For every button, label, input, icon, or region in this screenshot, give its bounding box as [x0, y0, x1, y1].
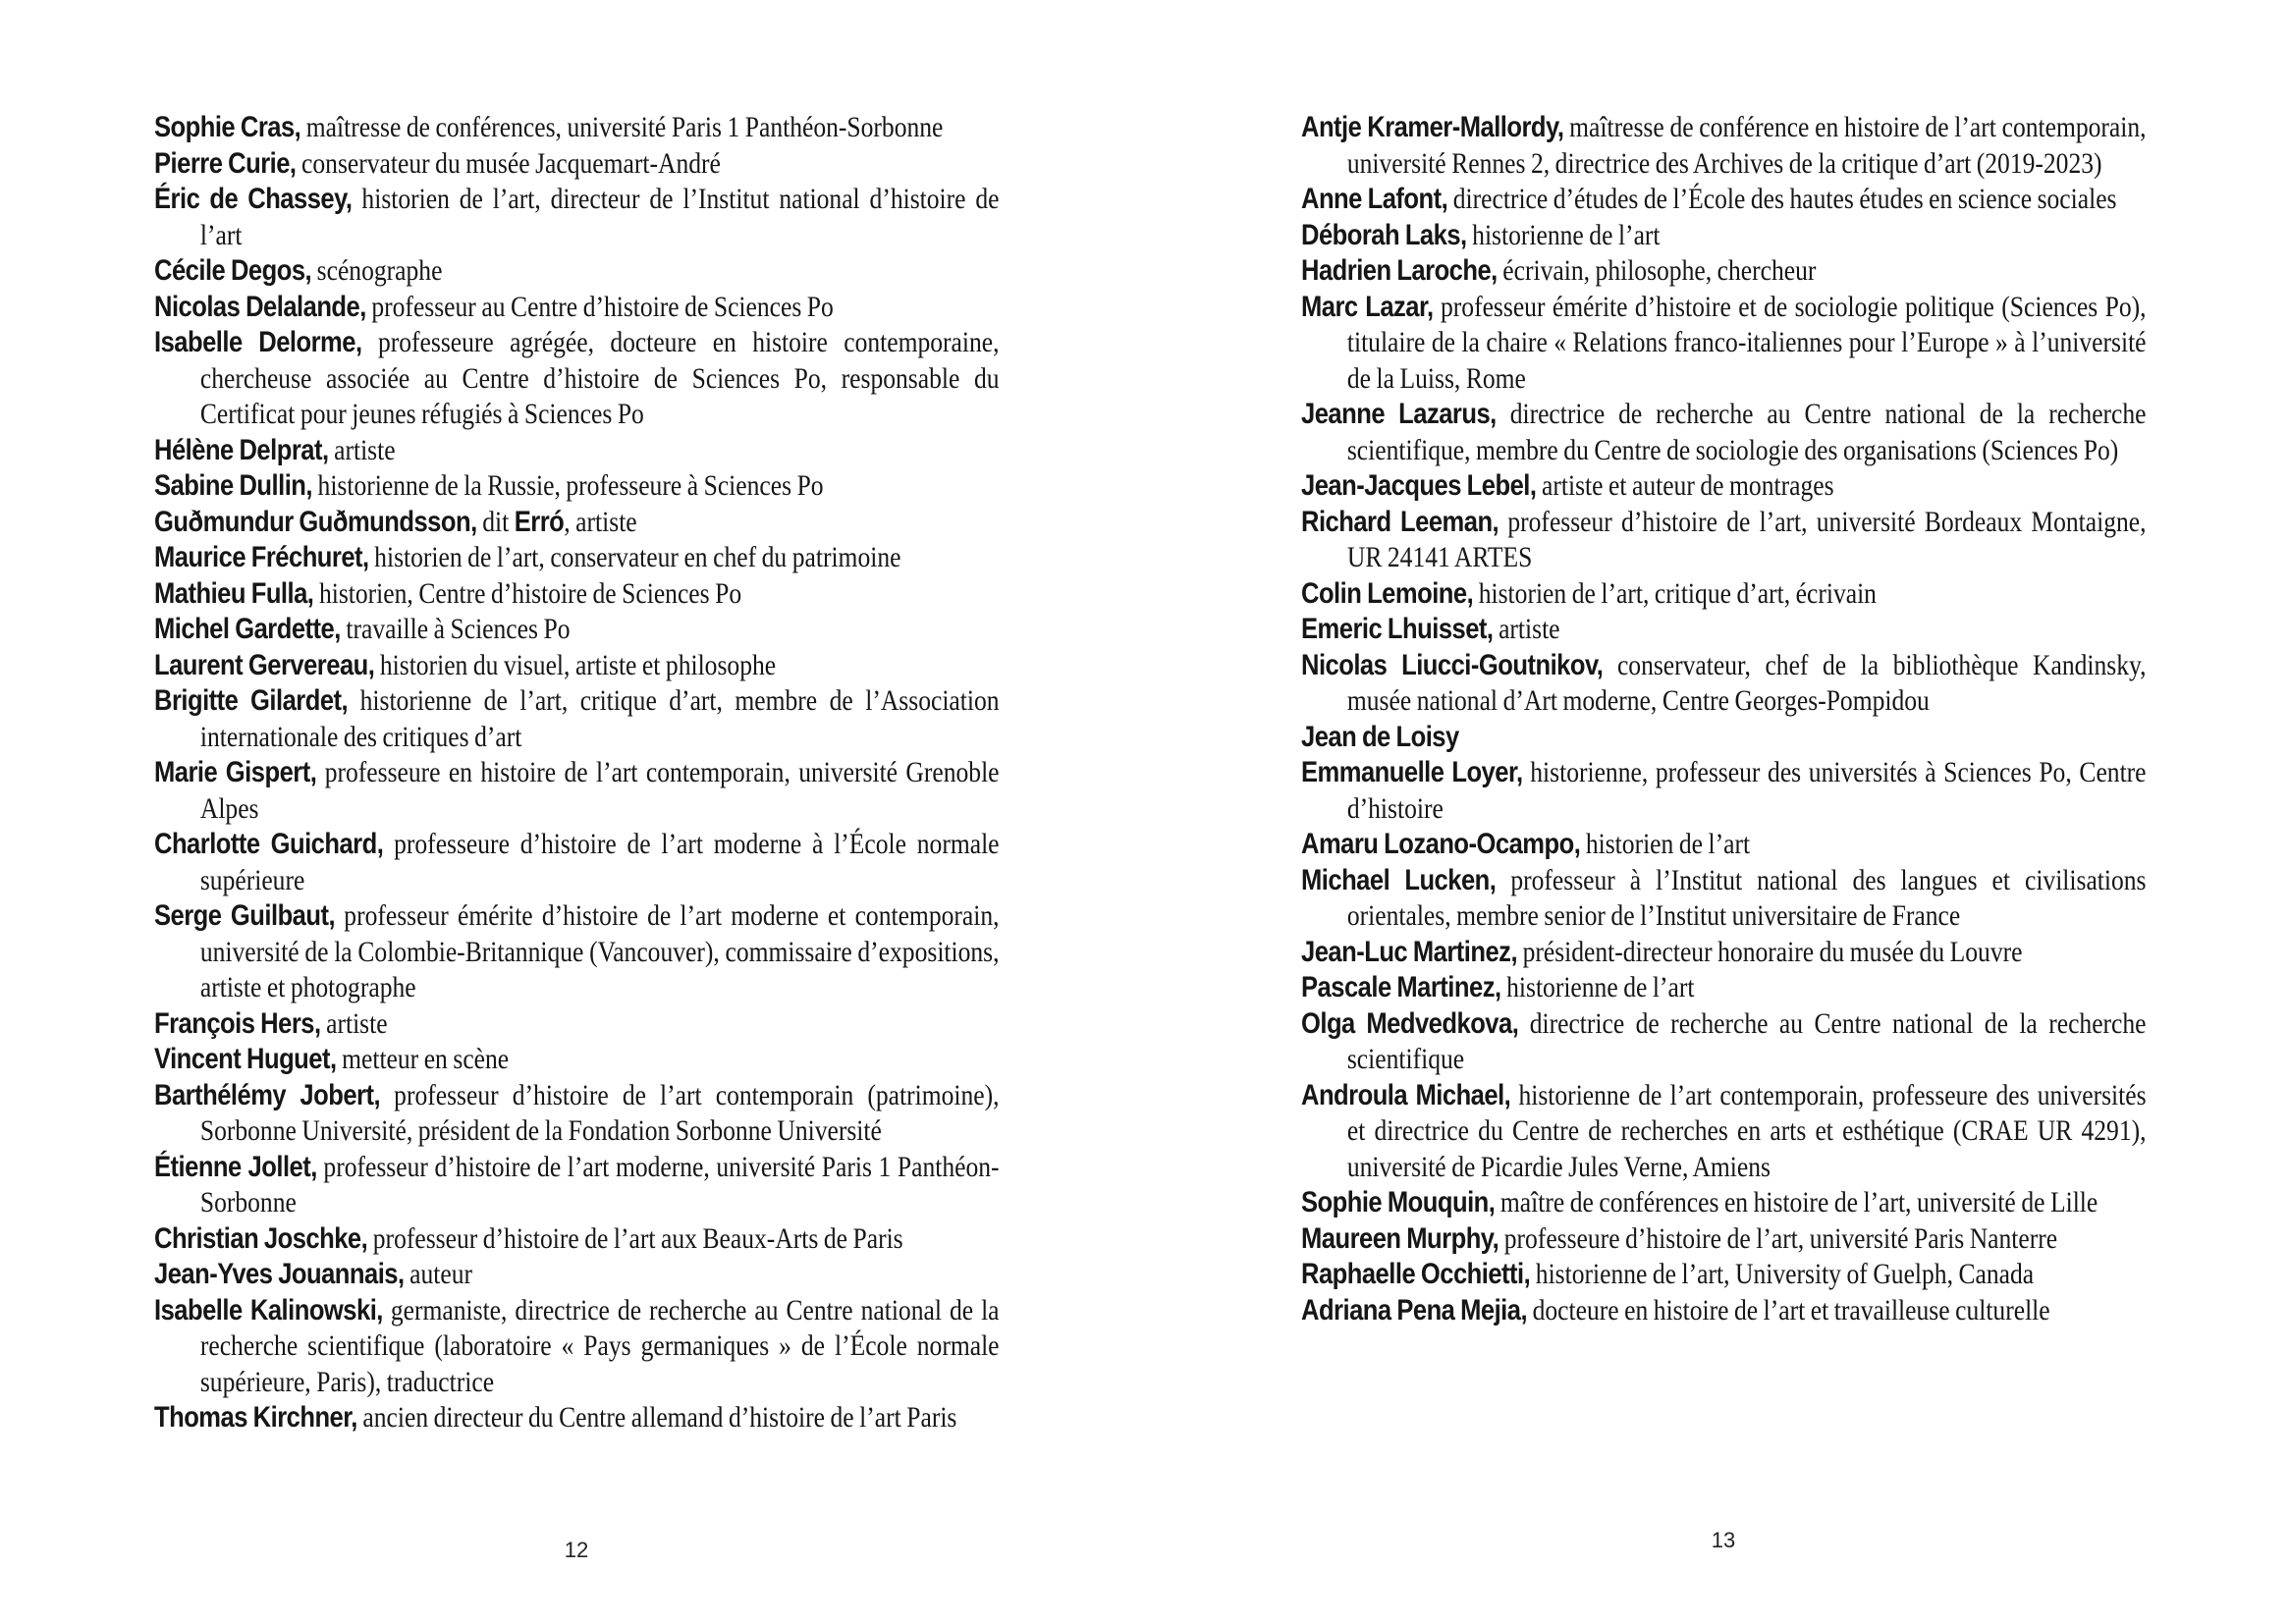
- contributor-entry: [154, 540, 1000, 576]
- contributor-entry: [154, 253, 1000, 290]
- contributor-description: historien de l’art, critique d’art, écrivain: [1473, 576, 1877, 610]
- contributor-entry: [154, 1293, 1000, 1401]
- contributor-description: historien de l’art: [1580, 828, 1751, 860]
- contributor-name: Pierre Curie,: [154, 146, 297, 180]
- contributor-description: artiste: [1493, 613, 1560, 645]
- contributor-name: Sophie Mouquin,: [1301, 1186, 1496, 1218]
- contributor-name: Isabelle Kalinowski,: [154, 1293, 383, 1326]
- contributor-entry: [154, 576, 1000, 613]
- contributor-name: Emeric Lhuisset,: [1301, 613, 1494, 645]
- contributor-description: historienne de l’art: [1466, 218, 1661, 251]
- contributor-name: Nicolas Delalande,: [154, 290, 366, 323]
- contributor-description: historienne de la Russie, professeure à Sciences Po: [312, 469, 824, 502]
- contributor-description: historien du visuel, artiste et philosophe: [374, 648, 777, 681]
- contributor-entry: [1301, 863, 2147, 935]
- contributor-entry: [154, 1400, 1000, 1436]
- contributor-entry: [154, 612, 1000, 648]
- contributor-description: artiste: [328, 433, 396, 466]
- contributor-entry: [1301, 468, 2147, 505]
- contributor-description: écrivain, philosophe, chercheur: [1497, 254, 1817, 287]
- contributor-name: Sabine Dullin,: [154, 469, 313, 502]
- contributor-name: Erró: [514, 505, 565, 538]
- contributor-name: François Hers,: [154, 1006, 321, 1040]
- contributor-description: auteur: [404, 1258, 473, 1290]
- contributor-name: Déborah Laks,: [1301, 218, 1467, 251]
- contributor-name: Christian Joschke,: [154, 1221, 368, 1255]
- contributor-entry: [154, 1257, 1000, 1293]
- contributor-name: Emmanuelle Loyer,: [1301, 756, 1523, 788]
- contributor-description: , artiste: [564, 505, 637, 538]
- contributor-entry: [154, 182, 1000, 253]
- contributor-description: historienne, professeur des universités à Sciences Po, Centre d’histoire: [1346, 756, 2147, 825]
- contributor-name: Jean-Luc Martinez,: [1301, 935, 1518, 968]
- contributor-description: germaniste, directrice de recherche au Centre national de la recherche scientifique (laboratoire « Pays germaniques » de l’École normale supérieure, Paris), traductrice: [199, 1293, 1000, 1398]
- page-number-right: 13: [1711, 1528, 1736, 1552]
- contributor-description: professeur à l’Institut national des langues et civilisations orientales, membre senior de l’Institut universitaire de France: [1346, 863, 2147, 932]
- contributor-description: maîtresse de conférences, université Paris 1 Panthéon-Sorbonne: [300, 111, 944, 143]
- contributor-name: Cécile Degos,: [154, 254, 312, 287]
- contributor-name: Colin Lemoine,: [1301, 576, 1474, 610]
- contributor-entry: [154, 110, 1000, 146]
- page-right-contributor-list: [1301, 110, 2147, 1328]
- contributor-description: directrice de recherche au Centre national de la recherche scientifique, membre du Centre de sociologie des organisations (Sciences Po): [1346, 398, 2147, 466]
- contributor-entry: [154, 1150, 1000, 1221]
- contributor-name: Olga Medvedkova,: [1301, 1006, 1519, 1040]
- contributor-entry: [1301, 648, 2147, 720]
- contributor-description: ancien directeur du Centre allemand d’histoire de l’art Paris: [356, 1401, 957, 1434]
- contributor-description: dit: [476, 505, 515, 538]
- contributor-name: Marie Gispert,: [154, 756, 317, 788]
- contributor-name: Jean-Jacques Lebel,: [1301, 469, 1537, 502]
- page-number-left: 12: [564, 1538, 589, 1562]
- contributor-name: Jean de Loisy: [1301, 720, 1459, 753]
- contributor-entry: [1301, 397, 2147, 468]
- contributor-entry: [1301, 290, 2147, 398]
- contributor-name: Richard Leeman,: [1301, 505, 1499, 538]
- contributor-name: Mathieu Fulla,: [154, 576, 314, 610]
- contributor-entry: [1301, 576, 2147, 613]
- contributor-name: Barthélémy Jobert,: [154, 1078, 381, 1111]
- contributor-name: Adriana Pena Mejia,: [1301, 1293, 1528, 1326]
- contributor-description: président-directeur honoraire du musée du Louvre: [1517, 935, 2023, 968]
- contributor-entry: [1301, 1221, 2147, 1258]
- contributor-description: artiste: [320, 1006, 388, 1040]
- contributor-name: Isabelle Delorme,: [154, 326, 362, 358]
- contributor-entry: [1301, 218, 2147, 254]
- page-left-contributor-list: [154, 110, 1000, 1436]
- contributor-entry: [154, 468, 1000, 505]
- contributor-entry: [1301, 935, 2147, 971]
- contributor-entry: [154, 1221, 1000, 1258]
- contributor-description: professeur d’histoire de l’art, université Bordeaux Montaigne, UR 24141 ARTES: [1346, 505, 2147, 573]
- contributor-entry: [1301, 182, 2147, 218]
- contributor-name: Étienne Jollet,: [154, 1150, 317, 1183]
- contributor-name: Antje Kramer-Mallordy,: [1301, 111, 1564, 143]
- contributor-entry: [154, 290, 1000, 326]
- contributor-entry: [154, 433, 1000, 469]
- contributor-entry: [1301, 1185, 2147, 1221]
- contributor-description: metteur en scène: [336, 1043, 510, 1075]
- contributor-entry: [1301, 1293, 2147, 1329]
- contributor-name: Michel Gardette,: [154, 613, 341, 645]
- contributor-description: professeur d’histoire de l’art moderne, université Paris 1 Panthéon-Sorbonne: [199, 1150, 1000, 1218]
- contributor-entry: [154, 827, 1000, 898]
- contributor-description: historien de l’art, directeur de l’Institut national d’histoire de l’art: [199, 183, 1000, 251]
- contributor-name: Hadrien Laroche,: [1301, 254, 1498, 287]
- contributor-entry: [1301, 110, 2147, 182]
- contributor-name: Éric de Chassey,: [154, 183, 353, 215]
- contributor-description: scénographe: [311, 254, 443, 287]
- contributor-description: professeure en histoire de l’art contemporain, université Grenoble Alpes: [199, 756, 1000, 825]
- contributor-description: maîtresse de conférence en histoire de l’art contemporain, université Rennes 2, directrice des Archives de la critique d’art (2019-2023): [1346, 111, 2147, 180]
- contributor-description: directrice de recherche au Centre national de la recherche scientifique: [1346, 1006, 2147, 1075]
- contributor-entry: [1301, 970, 2147, 1006]
- contributor-name: Marc Lazar,: [1301, 290, 1434, 323]
- contributor-description: artiste et auteur de montrages: [1536, 469, 1834, 502]
- contributor-entry: [1301, 720, 2147, 756]
- contributor-entry: [154, 505, 1000, 541]
- contributor-entry: [154, 1042, 1000, 1078]
- contributor-description: travaille à Sciences Po: [340, 613, 571, 645]
- contributor-description: professeure d’histoire de l’art, université Paris Nanterre: [1499, 1221, 2058, 1255]
- contributor-description: historienne de l’art contemporain, professeure des universités et directrice du Centre de recherches en arts et esthétique (CRAE UR 4291), université de Picardie Jules Verne, Amiens: [1346, 1078, 2147, 1183]
- contributor-entry: [1301, 827, 2147, 863]
- contributor-name: Charlotte Guichard,: [154, 828, 384, 860]
- contributor-entry: [154, 898, 1000, 1006]
- contributor-description: historien, Centre d’histoire de Sciences Po: [313, 576, 742, 610]
- contributor-description: conservateur, chef de la bibliothèque Kandinsky, musée national d’Art moderne, Centre Georges-Pompidou: [1346, 648, 2147, 717]
- contributor-description: professeur d’histoire de l’art contemporain (patrimoine), Sorbonne Université, président de la Fondation Sorbonne Université: [199, 1078, 1000, 1147]
- contributor-name: Thomas Kirchner,: [154, 1401, 357, 1434]
- contributor-name: Raphaelle Occhietti,: [1301, 1258, 1531, 1290]
- contributor-name: Serge Guilbaut,: [154, 899, 336, 932]
- contributor-entry: [1301, 612, 2147, 648]
- contributor-description: directrice d’études de l’École des hautes études en science sociales: [1447, 183, 2117, 215]
- contributor-entry: [154, 1078, 1000, 1150]
- contributor-name: Jeanne Lazarus,: [1301, 398, 1497, 430]
- contributor-entry: [154, 648, 1000, 684]
- contributor-entry: [154, 325, 1000, 433]
- contributor-description: historienne de l’art: [1500, 971, 1695, 1003]
- contributor-name: Brigitte Gilardet,: [154, 684, 349, 717]
- contributor-entry: [1301, 1006, 2147, 1078]
- contributor-name: Amaru Lozano-Ocampo,: [1301, 828, 1581, 860]
- contributor-name: Jean-Yves Jouannais,: [154, 1258, 405, 1290]
- contributor-name: Hélène Delprat,: [154, 433, 329, 466]
- contributor-description: professeur émérite d’histoire et de sociologie politique (Sciences Po), titulaire de la chaire « Relations franco-italiennes pour l’Europe » à l’université de la Luiss, Rome: [1346, 290, 2147, 395]
- contributor-description: professeur d’histoire de l’art aux Beaux-Arts de Paris: [367, 1221, 903, 1255]
- contributor-description: professeure d’histoire de l’art moderne à l’École normale supérieure: [199, 828, 1000, 896]
- contributor-entry: [1301, 505, 2147, 576]
- contributor-name: Sophie Cras,: [154, 111, 301, 143]
- contributor-name: Guðmundur Guðmundsson,: [154, 505, 477, 538]
- contributor-entry: [154, 146, 1000, 183]
- contributor-entry: [154, 755, 1000, 827]
- contributor-description: historienne de l’art, critique d’art, membre de l’Association internationale des critiques d’art: [199, 684, 1000, 753]
- contributor-description: maître de conférences en histoire de l’art, université de Lille: [1495, 1186, 2098, 1218]
- contributor-name: Maurice Fréchuret,: [154, 541, 369, 573]
- contributor-description: conservateur du musée Jacquemart-André: [296, 146, 721, 180]
- contributor-name: Androula Michael,: [1301, 1078, 1511, 1111]
- contributor-entry: [1301, 1257, 2147, 1293]
- contributor-description: historienne de l’art, University of Guelph, Canada: [1530, 1258, 2035, 1290]
- contributor-name: Anne Lafont,: [1301, 183, 1448, 215]
- contributor-entry: [1301, 1078, 2147, 1186]
- contributor-entry: [154, 683, 1000, 755]
- contributor-name: Pascale Martinez,: [1301, 971, 1501, 1003]
- contributor-description: professeure agrégée, docteure en histoire contemporaine, chercheuse associée au Centre d’histoire de Sciences Po, responsable du Certificat pour jeunes réfugiés à Sciences Po: [199, 326, 1000, 430]
- contributor-entry: [1301, 755, 2147, 827]
- contributor-name: Nicolas Liucci-Goutnikov,: [1301, 648, 1604, 681]
- contributor-description: historien de l’art, conservateur en chef du patrimoine: [368, 541, 901, 573]
- contributor-name: Vincent Huguet,: [154, 1043, 337, 1075]
- contributor-name: Maureen Murphy,: [1301, 1221, 1499, 1255]
- contributor-description: professeur émérite d’histoire de l’art moderne et contemporain, université de la Colombie-Britannique (Vancouver), commissaire d’expositions, artiste et photographe: [199, 899, 1000, 1003]
- contributor-entry: [1301, 253, 2147, 290]
- contributor-entry: [154, 1006, 1000, 1043]
- contributor-description: professeur au Centre d’histoire de Sciences Po: [365, 290, 834, 323]
- contributor-description: docteure en histoire de l’art et travailleuse culturelle: [1527, 1293, 2050, 1326]
- contributor-name: Laurent Gervereau,: [154, 648, 375, 681]
- contributor-name: Michael Lucken,: [1301, 863, 1497, 896]
